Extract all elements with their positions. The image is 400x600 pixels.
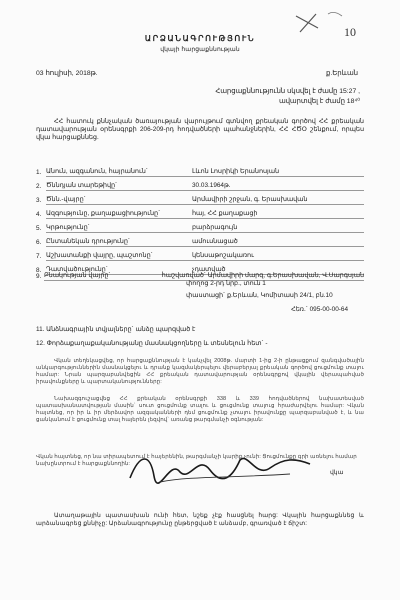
field-row bbox=[36, 208, 364, 219]
document-subtitle: վկայի հարցաքննության bbox=[160, 46, 240, 53]
field-number: 3. bbox=[36, 197, 42, 204]
field-row bbox=[36, 180, 364, 191]
field-label: Դատվածությունը` bbox=[46, 266, 186, 275]
field-label: Աշխատանքի վայրը, պաշտոնը` bbox=[46, 252, 186, 261]
field-number: 2. bbox=[36, 183, 42, 190]
field-value: հայ, ՀՀ քաղաքացի bbox=[186, 210, 364, 219]
field-row bbox=[36, 222, 364, 233]
passport-data-line: 11. Անձնագրային տվյալները` անձը պարզված է bbox=[36, 326, 196, 333]
field-label: Կրթությունը` bbox=[46, 224, 186, 233]
phone-number: Հեռ.` 095-00-00-64 bbox=[291, 306, 348, 313]
document-title: ԱՐՁԱՆԱԳՐՈՒԹՅՈՒՆ bbox=[144, 34, 256, 43]
signature-label: վկա bbox=[330, 470, 344, 476]
document-place: ք.Երևան bbox=[326, 70, 358, 77]
field-row bbox=[36, 236, 364, 247]
field-label: Ծնն.-վայրը` bbox=[46, 196, 186, 205]
field-number: 7. bbox=[36, 253, 42, 260]
field-label: Ազգությունը, քաղաքացիությունը` bbox=[46, 210, 186, 219]
field-value: բարձրագույն bbox=[186, 224, 364, 233]
field-value: Լևոն Լոսրիկի Երանոսյան bbox=[186, 168, 364, 177]
intro-paragraph: ՀՀ հատուկ քննչական ծառայության վարույթում գտնվող քրեական գործով ՀՀ քրեական դատավարության օրենսգրքի 206-209-րդ հոդվածների պահանջներին, ՀՀ ՀԾՕ շենքում, որպես վկա հարցաքննեց. bbox=[36, 118, 364, 141]
start-time: Հարցաքննությունն սկսվել է ժամը 15:27 , bbox=[215, 88, 360, 95]
actual-address: փաստացի` ք.Երևան, Կոմիտասի 24/1, բն.10 bbox=[186, 292, 333, 299]
field-value: հաշվառված` Արմավիրի մարզ, գ.Երասխավան, Վ.Սարգսյան bbox=[156, 272, 364, 281]
field-number: 8. bbox=[36, 267, 42, 274]
field-row bbox=[36, 166, 364, 177]
field-label: Անուն, ազգանուն, հայրանուն` bbox=[46, 168, 186, 177]
field-value: Արմավիրի շրջան, գ. Երասխավան bbox=[186, 196, 364, 205]
footer-paragraph: Ատաղաթային պատասխան ունի հետ, նշեք չէք հասցնել հարց: Վկային հարցաքննեց և արձանագրեց քննիչը: Արձանագրությունը ընթերցված է անձամբ, գրառված է ճիշտ: bbox=[36, 512, 364, 527]
field-number: 4. bbox=[36, 211, 42, 218]
field-value: 30.03.1964թ. bbox=[186, 182, 364, 191]
body-paragraph: Վկան հայտնեց, որ նա տիրապետում է հայերենին, թարգմանչի կարիք չունի: Ցուցմունքը գրի առնելու համար նախընտրում է հարցաքննողին: bbox=[36, 454, 357, 467]
document-date: 03 հուլիսի, 2018թ. bbox=[36, 70, 98, 77]
field-value: չդատված bbox=[186, 266, 364, 275]
body-paragraph: Վկան տեղեկացվեց, որ հարցաքննության է կանչվել 2008թ. մարտի 1-ից 2-ի ընթացքում զանգվածային անկարգություններին մասնակցելու և դրանք կազմակերպելու վերաբերյալ քրեական գործով ցուցմունք տալու համար: Նրան պարզաբանվեցին ՀՀ քրեական դատավարության օրենսգրքով վկային վերապահված իրավունքները և պարտականությունները: bbox=[36, 358, 364, 385]
address-continuation: փողոց 2-րդ նրբ., տուն 1 bbox=[186, 280, 266, 287]
body-paragraph: Նախազգուշացվեց ՀՀ քրեական օրենսգրքի 338 և 339 հոդվածներով նախատեսված պատասխանատվության մասին` սուտ ցուցմունք տալու և ցուցմունք տալուց հրաժարվելու համար: Վկան հայտնեց, որ իր և իր մերձավոր ազգականների դեմ ցուցմունք չտալու իրավունքը պարզաբանված է, և նա ցանկանում է ցուցմունք տալ հայերեն լեզվով` առանց թարգմանչի օգնության: bbox=[36, 396, 364, 423]
field-value: ամուսնացած bbox=[186, 238, 364, 247]
field-number: 9. bbox=[36, 273, 42, 280]
field-label: Ծննդյան տարեթիվը` bbox=[46, 182, 186, 191]
field-label: Ընտանեկան դրությունը` bbox=[46, 238, 186, 247]
participants-line: 12. Փորձաքաղաքականությանը մասնակցողները և տեսնելուն հետ` - bbox=[36, 340, 268, 347]
field-number: 5. bbox=[36, 225, 42, 232]
svg-text:10: 10 bbox=[344, 25, 356, 39]
field-value: կենսաթոշակառու bbox=[186, 252, 364, 261]
field-row bbox=[36, 194, 364, 205]
handwritten-signature-icon bbox=[120, 448, 320, 488]
end-time: ավարտվել է ժամը 18⁴⁰ bbox=[278, 98, 360, 105]
field-number: 6. bbox=[36, 239, 42, 246]
field-number: 1. bbox=[36, 169, 42, 176]
field-row bbox=[36, 250, 364, 261]
field-label: Բնակության վայրը` bbox=[44, 272, 156, 281]
